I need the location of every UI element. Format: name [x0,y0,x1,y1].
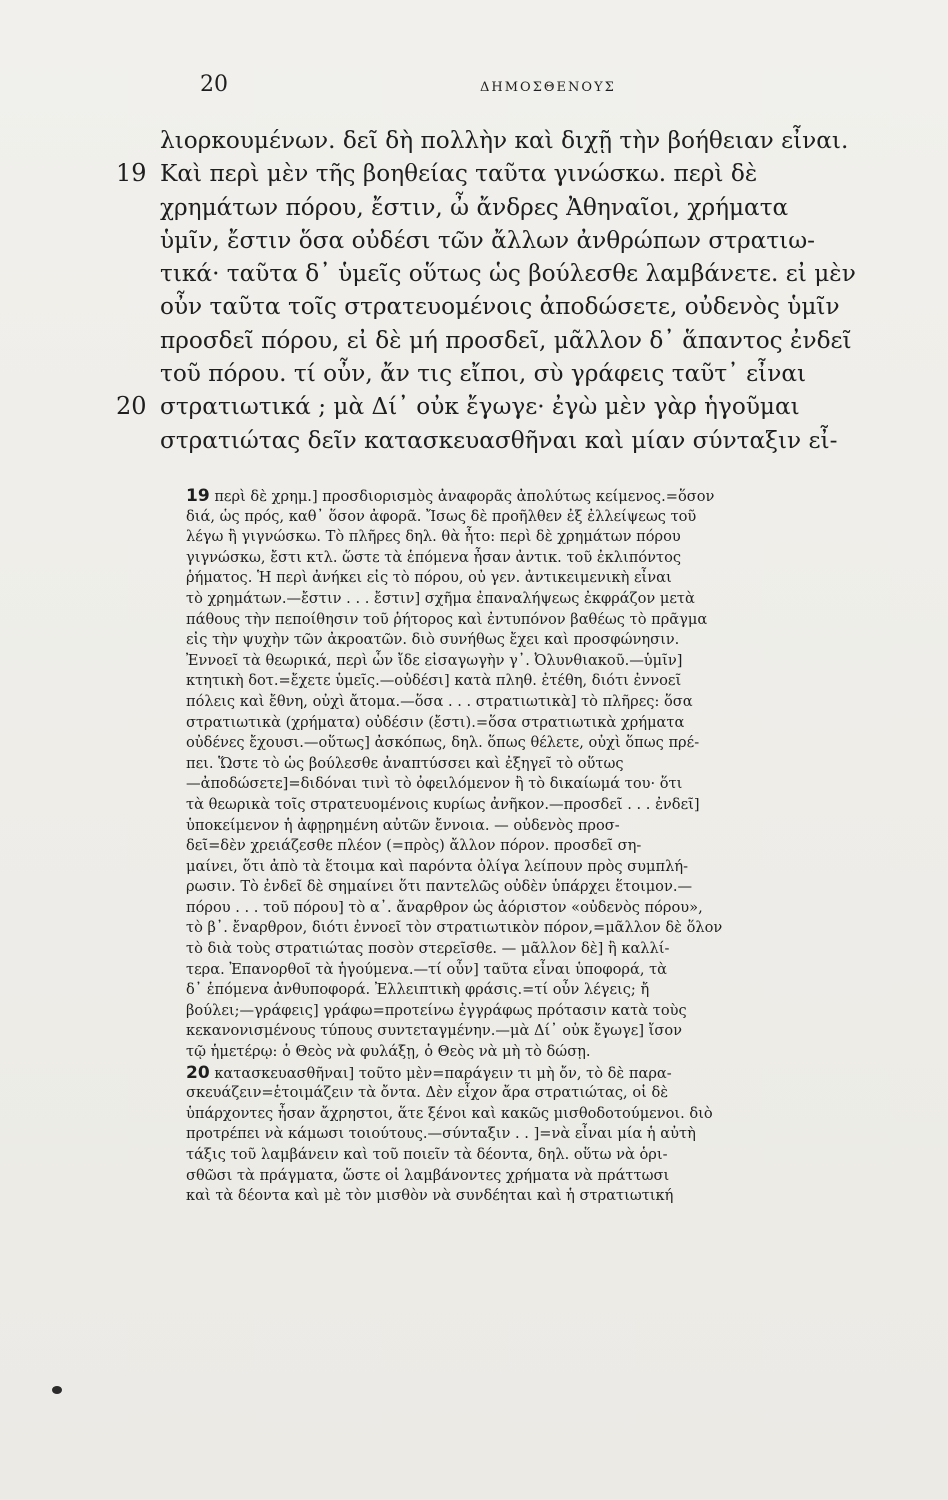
note-line [186,1145,908,1166]
note-text: τὰ θεωρικὰ τοῖς στρατευομένοις κυρίως ἀνῆκον.—προσδεῖ . . . ἐνδεῖ] [186,795,700,813]
main-text-content: στρατιωτικά ; μὰ Δί᾿ οὐκ ἔγωγε· ἐγὼ μὲν γὰρ ἡγοῦμαι [160,393,800,421]
note-text: περὶ δὲ χρημ.] προσδιορισμὸς ἀναφορᾶς ἀπολύτως κείμενος.=ὅσον [214,488,715,505]
note-line [186,754,908,775]
note-line [186,692,908,713]
note-text: ὑπάρχοντες ἦσαν ἄχρηστοι, ἅτε ξένοι καὶ κακῶς μισθοδοτούμενοι. διὸ [186,1104,713,1122]
note-line [186,960,908,981]
main-text-line [116,390,910,423]
note-text: κατασκευασθῆναι] τοῦτο μὲν=παράγειν τι μὴ ὄν, τὸ δὲ παρα- [214,1064,672,1082]
note-line [186,774,908,795]
note-line [186,630,908,651]
note-text: ρωσιν. Τὸ ἐνδεῖ δὲ σημαίνει ὅτι παντελῶς οὐδὲν ὑπάρχει ἕτοιμον.— [186,878,693,896]
note-line [186,610,908,631]
note-line [186,671,908,692]
note-text: στρατιωτικὰ (χρήματα) οὐδέσιν (ἔστι).=ὅσα στρατιωτικὰ χρήματα [186,713,685,731]
main-text-content: τικά· ταῦτα δ᾿ ὑμεῖς οὕτως ὡς βούλεσθε λαμβάνετε. εἰ μὲν [160,260,856,288]
main-text-block [116,124,910,457]
note-text: πόρου . . . τοῦ πόρου] τὸ α᾿. ἄναρθρον ὡς ἀόριστον «οὐδενὸς πόρου», [186,898,703,916]
note-line [186,980,908,1001]
note-text: διά, ὡς πρός, καθ᾿ ὅσον ἀφορᾶ. Ἴσως δὲ προῆλθεν ἐξ ἐλλείψεως τοῦ [186,507,697,525]
note-line [186,877,908,898]
note-line [186,918,908,939]
main-text-line [160,290,910,323]
note-text: κεκανονισμένους τύπους συντεταγμένην.—μὰ Δί᾿ οὐκ ἔγωγε] ἴσον [186,1022,683,1040]
main-text-line [160,224,910,257]
main-text-line [160,424,910,457]
note-text: σκευάζειν=ἑτοιμάζειν τὰ ὄντα. Δὲν εἶχον ἄρα στρατιώτας, οἱ δὲ [186,1084,669,1102]
note-text: τερα. Ἐπανορθοῖ τὰ ἡγούμενα.—τί οὖν] ταῦτα εἶναι ὑποφορά, τὰ [186,960,668,978]
note-line [186,795,908,816]
note-text: τὸ διὰ τοὺς στρατιώτας ποσὸν στερεῖσθε. — μᾶλλον δὲ] ἢ καλλί- [186,940,670,958]
note-line [186,1124,908,1145]
note-line [186,1083,908,1104]
main-text-content: στρατιώτας δεῖν κατασκευασθῆναι καὶ μίαν σύνταξιν εἶ- [160,426,838,454]
note-line [186,1063,908,1084]
main-text-content: προσδεῖ πόρου, εἰ δὲ μή προσδεῖ, μᾶλλον δ᾿ ἅπαντος ἐνδεῖ [160,326,852,354]
note-text: πει. Ὥστε τὸ ὡς βούλεσθε ἀναπτύσσει καὶ ἐξηγεῖ τὸ οὕτως [186,754,624,772]
main-text-line [116,157,910,190]
main-text-line [160,357,910,390]
note-line [186,651,908,672]
note-line [186,816,908,837]
section-number: 20 [116,392,147,421]
note-text: μαίνει, ὅτι ἀπὸ τὰ ἕτοιμα καὶ παρόντα ὀλίγα λείπουν πρὸς συμπλή- [186,857,689,875]
main-text-content: χρημάτων πόρου, ἔστιν, ὦ ἄνδρες Ἀθηναῖοι, χρήματα [160,193,789,221]
main-text-line [160,124,910,157]
note-line [186,939,908,960]
note-text: πόλεις καὶ ἔθνη, οὐχὶ ἄτομα.—ὅσα . . . στρατιωτικὰ] τὸ πλῆρες: ὅσα [186,692,693,710]
note-text: εἰς τὴν ψυχὴν τῶν ἀκροατῶν. διὸ συνήθως ἔχει καὶ προσφώνησιν. [186,631,680,649]
note-number-19: 19 [186,486,210,506]
note-line [186,733,908,754]
main-text-line [160,191,910,224]
note-text: λέγω ἢ γιγνώσκω. Τὸ πλῆρες δηλ. θὰ ἦτο: περὶ δὲ χρημάτων πόρου [186,528,681,546]
note-line [186,713,908,734]
note-line [186,1042,908,1063]
note-text: Ἐννοεῖ τὰ θεωρικά, περὶ ὧν ἴδε εἰσαγωγὴν γ᾿. Ὀλυνθιακοῦ.—ὑμῖν] [186,651,683,669]
main-text-line [160,257,910,290]
note-line [186,507,908,528]
note-text: τάξις τοῦ λαμβάνειν καὶ τοῦ ποιεῖν τὰ δέοντα, δηλ. οὕτω νὰ ὁρι- [186,1146,668,1163]
note-text: γιγνώσκω, ἔστι κτλ. ὥστε τὰ ἑπόμενα ἦσαν ἀντικ. τοῦ ἐκλιπόντος [186,548,682,566]
note-line [186,548,908,569]
note-text: καὶ τὰ δέοντα καὶ μὲ τὸν μισθὸν νὰ συνδέηται καὶ ἡ στρατιωτική [186,1187,674,1205]
note-text: τὸ β᾿. ἔναρθρον, διότι ἐννοεῖ τὸν στρατιωτικὸν πόρον,=μᾶλλον δὲ ὅλον [186,919,723,937]
section-number: 19 [116,159,147,188]
note-line [186,1104,908,1125]
note-text: οὐδένες ἔχουσι.—οὕτως] ἀσκόπως, δηλ. ὅπως θέλετε, οὐχὶ ὅπως πρέ- [186,734,700,752]
note-text: τῷ ἡμετέρῳ: ὁ Θεὸς νὰ φυλάξῃ, ὁ Θεὸς νὰ μὴ τὸ δώσῃ. [186,1043,591,1061]
note-text: ῥήματος. Ἡ περὶ ἀνήκει εἰς τὸ πόρου, οὐ γεν. ἀντικειμενικὴ εἶναι [186,569,672,587]
commentary-notes [186,486,908,1207]
note-text: δ᾿ ἑπόμενα ἀνθυποφορά. Ἐλλειπτικὴ φράσις.=τί οὖν λέγεις; ἤ [186,981,650,999]
main-text-line [160,324,910,357]
note-text: προτρέπει νὰ κάμωσι τοιούτους.—σύνταξιν . . ]=νὰ εἶναι μία ἡ αὐτὴ [186,1125,696,1143]
note-text: βούλει;—γράφεις] γράφω=προτείνω ἐγγράφως πρότασιν κατὰ τοὺς [186,1001,687,1019]
running-title: ΔΗΜΟΣΘΕΝΟΥΣ [480,80,616,95]
note-line [186,568,908,589]
note-text: πάθους τὴν πεποίθησιν τοῦ ῥήτορος καὶ ἐντυπόνον βαθέως τὸ πρᾶγμα [186,610,708,628]
ink-spot [52,1386,62,1394]
main-text-content: Καὶ περὶ μὲν τῆς βοηθείας ταῦτα γινώσκω. περὶ δὲ [160,160,758,188]
note-number-20: 20 [186,1062,210,1083]
note-text: τὸ χρημάτων.—ἔστιν . . . ἔστιν] σχῆμα ἐπαναλήψεως ἐκφράζον μετὰ [186,589,695,607]
note-line [186,836,908,857]
note-line [186,527,908,548]
note-line [186,589,908,610]
main-text-content: οὖν ταῦτα τοῖς στρατευομένοις ἀποδώσετε, οὐδενὸς ὑμῖν [160,293,840,321]
note-line [186,1186,908,1207]
note-text: δεῖ=δὲν χρειάζεσθε πλέον (=πρὸς) ἄλλον πόρον. προσδεῖ ση- [186,837,642,855]
page-header [0,72,948,102]
note-text: κτητικὴ δοτ.=ἔχετε ὑμεῖς.—οὐδέσι] κατὰ πληθ. ἐτέθη, διότι ἐννοεῖ [186,672,682,690]
main-text-content: ὑμῖν, ἔστιν ὅσα οὐδέσι τῶν ἄλλων ἀνθρώπων στρατιω- [160,226,815,254]
note-line [186,486,908,507]
note-line [186,857,908,878]
note-line [186,1166,908,1187]
note-line [186,1021,908,1042]
note-line [186,1001,908,1022]
note-text: σθῶσι τὰ πράγματα, ὥστε οἱ λαμβάνοντες χρήματα νὰ πράττωσι [186,1166,670,1184]
main-text-content: τοῦ πόρου. τί οὖν, ἄν τις εἴποι, σὺ γράφεις ταῦτ᾿ εἶναι [160,360,807,388]
note-text: ὑποκείμενον ἡ ἀφῃρημένη αὐτῶν ἔννοια. — οὐδενὸς προσ- [186,816,620,834]
note-line [186,898,908,919]
note-text: —ἀποδώσετε]=διδόναι τινὶ τὸ ὀφειλόμενον ἢ τὸ δικαίωμά του· ὅτι [186,775,683,793]
page-number: 20 [200,72,228,97]
main-text-content: λιορκουμένων. δεῖ δὴ πολλὴν καὶ διχῇ τὴν βοήθειαν εἶναι. [160,127,849,154]
